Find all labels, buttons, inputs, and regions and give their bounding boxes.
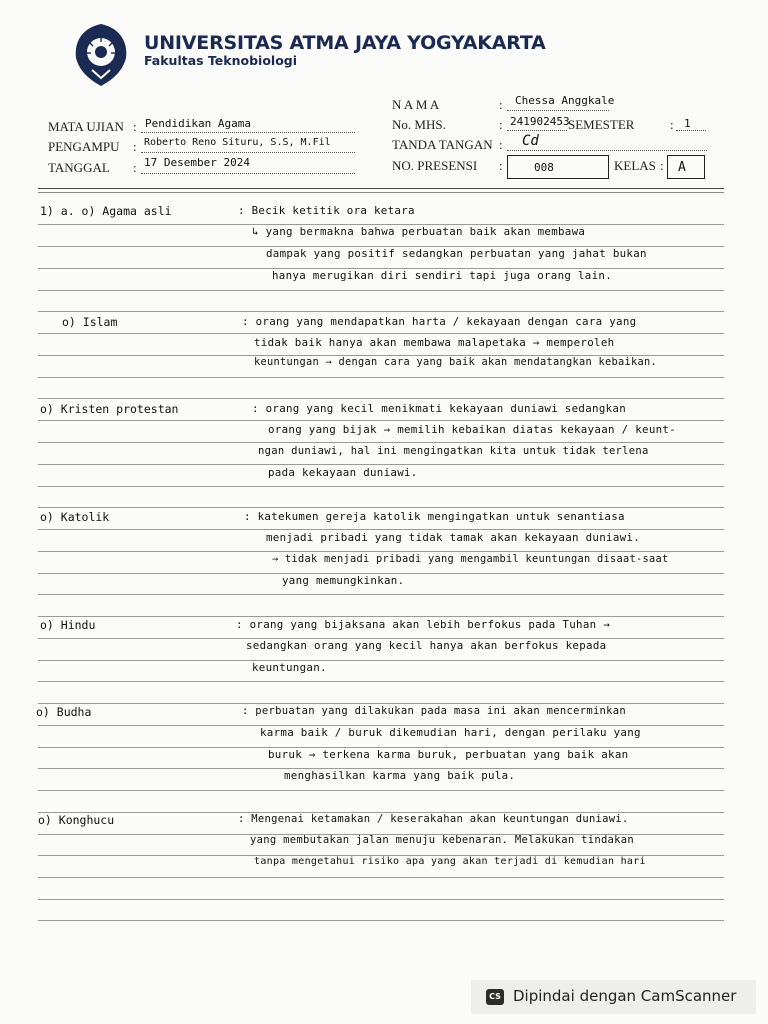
answer-line: ↳ yang bermakna bahwa perbuatan baik akan membawa	[252, 225, 586, 238]
answer-line: : Becik ketitik ora ketara	[238, 204, 415, 217]
ruled-line	[38, 333, 724, 334]
pengampu-label: PENGAMPU	[48, 139, 120, 154]
colon: :	[133, 119, 137, 134]
colon: :	[660, 158, 664, 173]
answer-line: yang memungkinkan.	[282, 574, 405, 587]
ruled-line	[38, 660, 724, 661]
ruled-line	[38, 703, 724, 704]
answer-line: tanpa mengetahui risiko apa yang akan terjadi di kemudian hari	[254, 856, 646, 867]
nama-value: Chessa Anggkale	[515, 94, 615, 107]
answer-line: pada kekayaan duniawi.	[268, 466, 418, 479]
ruled-line	[38, 442, 724, 443]
answer-line: : orang yang bijaksana akan lebih berfokus pada Tuhan →	[236, 618, 611, 631]
semester-value: 1	[684, 117, 691, 130]
tanggal-label: TANGGAL	[48, 160, 110, 175]
answer-label-kristen-protestan: o) Kristen protestan	[40, 402, 179, 416]
pengampu-underline	[141, 152, 355, 153]
answer-label-katolik: o) Katolik	[40, 510, 110, 524]
presensi-value: 008	[534, 161, 554, 174]
answer-line: keuntungan → dengan cara yang baik akan mendatangkan kebaikan.	[254, 356, 657, 368]
nomhs-underline	[507, 130, 567, 131]
answer-line: karma baik / buruk dikemudian hari, dengan perilaku yang	[260, 726, 641, 739]
camscanner-text: Dipindai dengan CamScanner	[513, 987, 737, 1005]
semester-label: SEMESTER	[568, 117, 635, 132]
faculty-name: Fakultas Teknobiologi	[144, 53, 298, 68]
kelas-box	[667, 155, 705, 179]
ruled-line	[38, 899, 724, 900]
nama-label: N A M A	[392, 97, 440, 112]
semester-underline	[676, 130, 706, 131]
colon: :	[133, 139, 137, 154]
ruled-line	[38, 594, 724, 595]
colon: :	[133, 160, 137, 175]
ruled-line	[38, 486, 724, 487]
ruled-line	[38, 877, 724, 878]
answer-line: menjadi pribadi yang tidak tamak akan kekayaan duniawi.	[266, 531, 641, 544]
answer-line: dampak yang positif sedangkan perbuatan yang jahat bukan	[266, 247, 647, 260]
answer-line: ngan duniawi, hal ini mengingatkan kita untuk tidak terlena	[258, 445, 649, 457]
pengampu-value: Roberto Reno Situru, S.S, M.Fil	[144, 137, 331, 148]
ruled-line	[38, 398, 724, 399]
answer-line: buruk → terkena karma buruk, perbuatan yang baik akan	[268, 748, 629, 761]
answer-line: : perbuatan yang dilakukan pada masa ini akan mencerminkan	[242, 705, 627, 717]
ruled-line	[38, 790, 724, 791]
answer-label-agama-asli: 1) a. o) Agama asli	[40, 204, 172, 218]
ruled-line	[38, 464, 724, 465]
answer-label-konghucu: o) Konghucu	[38, 813, 115, 827]
kelas-label: KELAS	[614, 158, 656, 173]
answer-line: : katekumen gereja katolik mengingatkan untuk senantiasa	[244, 510, 625, 523]
ruled-line	[38, 551, 724, 552]
nomhs-value: 241902453	[510, 115, 570, 128]
answer-line: → tidak menjadi pribadi yang mengambil keuntungan disaat-saat	[272, 553, 669, 565]
nama-underline	[507, 110, 609, 111]
answer-label-budha: o) Budha	[36, 705, 92, 719]
tanda-tangan-label: TANDA TANGAN	[392, 137, 493, 152]
answer-line: tidak baik hanya akan membawa malapetaka → memperoleh	[254, 336, 615, 349]
ruled-line	[38, 920, 724, 921]
ruled-line	[38, 420, 724, 421]
signature: Cd	[522, 133, 539, 149]
ruled-line	[38, 529, 724, 530]
header-rule	[38, 188, 724, 189]
answer-line: : orang yang kecil menikmati kekayaan duniawi sedangkan	[252, 402, 627, 415]
ruled-line	[38, 507, 724, 508]
colon: :	[499, 97, 503, 112]
answer-line: : orang yang mendapatkan harta / kekayaan dengan cara yang	[242, 315, 637, 328]
university-name: UNIVERSITAS ATMA JAYA YOGYAKARTA	[144, 32, 546, 54]
answer-label-hindu: o) Hindu	[40, 618, 96, 632]
answer-line: : Mengenai ketamakan / keserakahan akan keuntungan duniawi.	[238, 813, 629, 825]
ruled-line	[38, 616, 724, 617]
tanda-tangan-underline	[507, 150, 707, 151]
kelas-value: A	[678, 160, 686, 175]
tanggal-underline	[141, 173, 355, 174]
presensi-box	[507, 155, 609, 179]
answer-label-islam: o) Islam	[62, 315, 118, 329]
answer-line: orang yang bijak → memilih kebaikan diatas kekayaan / keunt-	[268, 423, 677, 436]
colon: :	[670, 117, 674, 132]
colon: :	[499, 158, 503, 173]
answer-line: menghasilkan karma yang baik pula.	[284, 769, 516, 782]
presensi-label: NO. PRESENSI	[392, 158, 478, 173]
mata-ujian-value: Pendidikan Agama	[145, 117, 251, 130]
colon: :	[499, 137, 503, 152]
ruled-line	[38, 681, 724, 682]
header-rule	[38, 192, 724, 193]
ruled-line	[38, 290, 724, 291]
nomhs-label: No. MHS.	[392, 117, 446, 132]
tanggal-value: 17 Desember 2024	[144, 156, 250, 169]
answer-line: sedangkan orang yang kecil hanya akan berfokus kepada	[246, 639, 607, 652]
ruled-line	[38, 377, 724, 378]
colon: :	[499, 117, 503, 132]
answer-line: keuntungan.	[252, 661, 327, 674]
university-logo-icon	[70, 22, 132, 88]
camscanner-logo-icon: CS	[486, 989, 504, 1005]
mata-ujian-label: MATA UJIAN	[48, 119, 124, 134]
mata-ujian-underline	[141, 132, 355, 133]
answer-line: yang membutakan jalan menuju kebenaran. Melakukan tindakan	[250, 834, 635, 846]
answer-line: hanya merugikan diri sendiri tapi juga orang lain.	[272, 269, 613, 282]
ruled-line	[38, 311, 724, 312]
